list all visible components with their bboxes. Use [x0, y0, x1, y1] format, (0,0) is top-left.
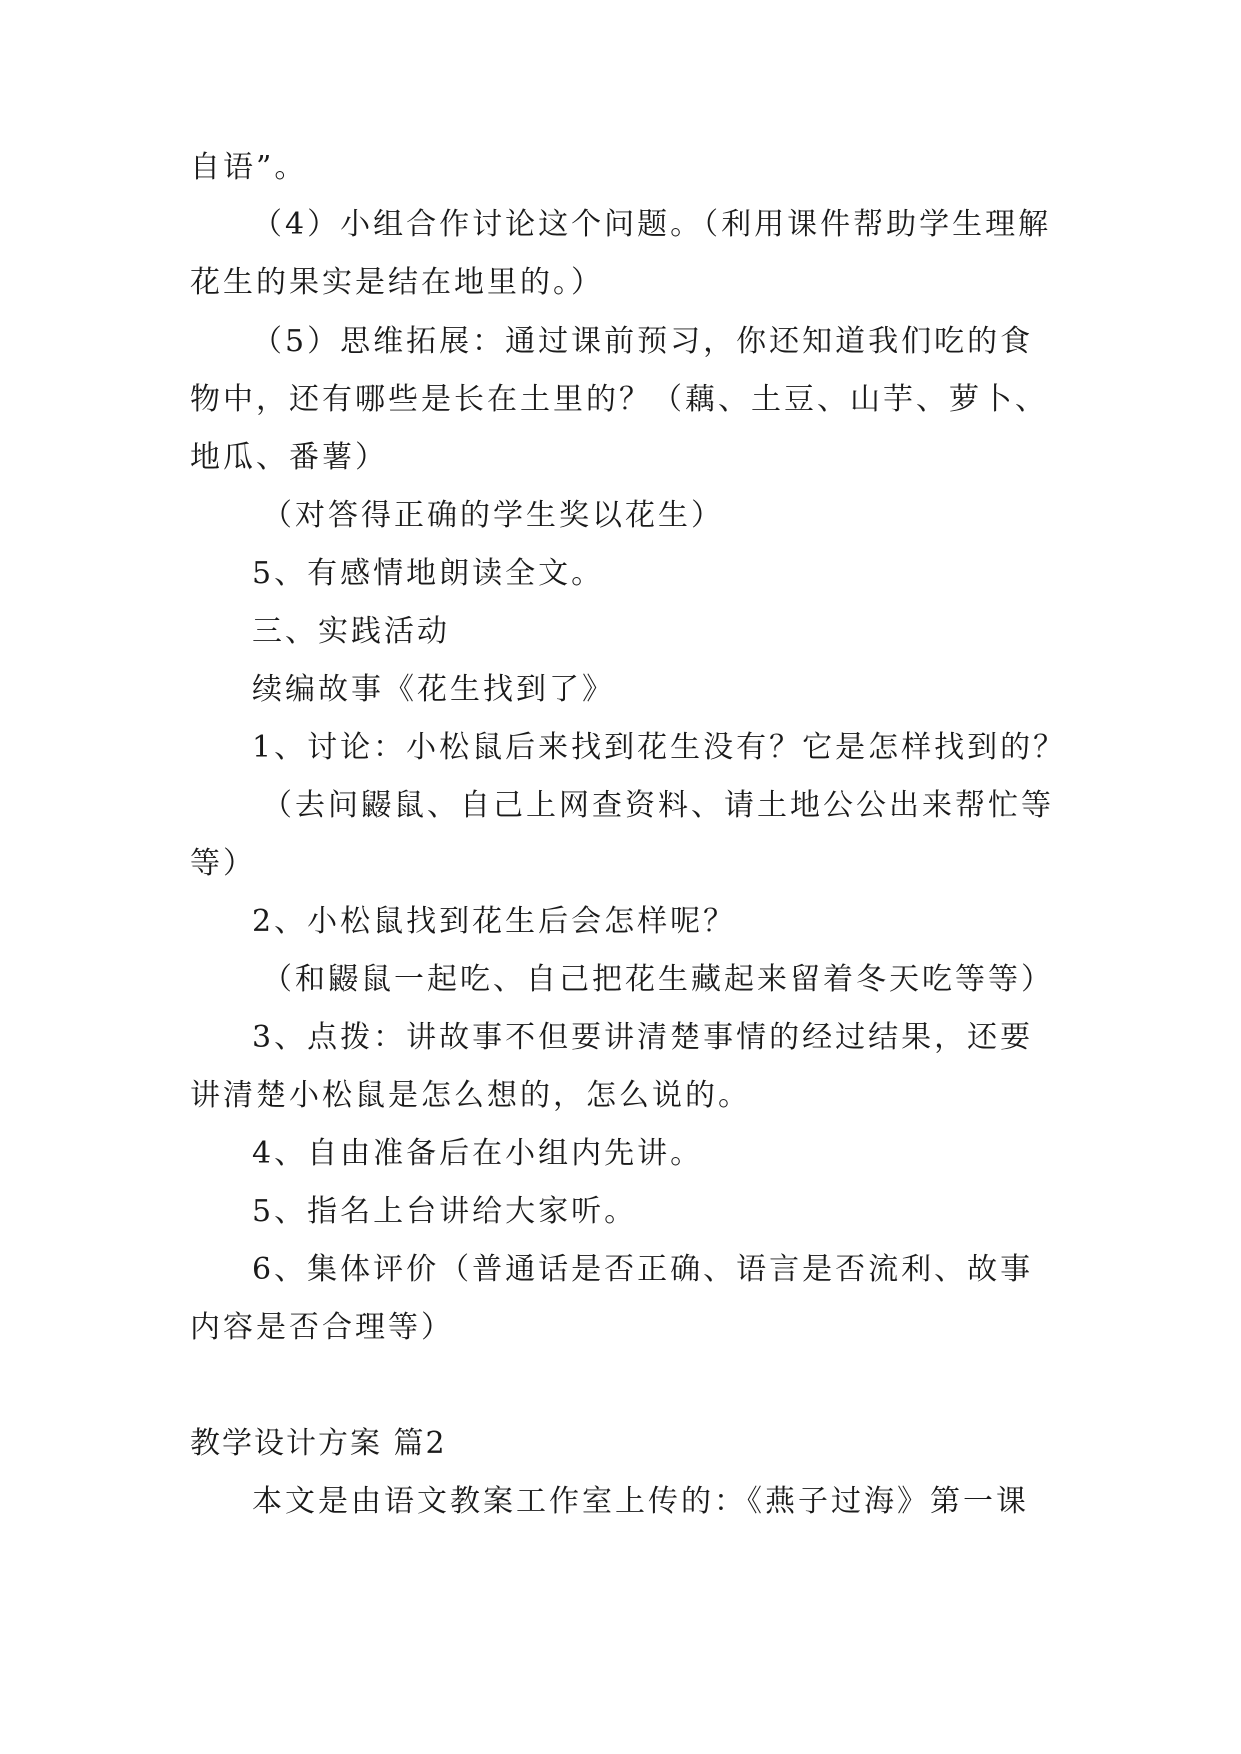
text-line: 2、小松鼠找到花生后会怎样呢？ — [252, 904, 737, 939]
text-line: （去问鼹鼠、自己上网查资料、请土地公公出来帮忙等 — [262, 788, 1054, 823]
text-line: 本文是由语文教案工作室上传的：《燕子过海》第一课 — [252, 1484, 1029, 1519]
text-line: （对答得正确的学生奖以花生） — [262, 498, 724, 533]
text-line: 讲清楚小松鼠是怎么想的，怎么说的。 — [190, 1078, 751, 1113]
text-line: 4、自由准备后在小组内先讲。 — [252, 1136, 704, 1171]
text-line: 3、点拨：讲故事不但要讲清楚事情的经过结果，还要 — [252, 1020, 1034, 1055]
section-title: 教学设计方案 篇2 — [190, 1426, 447, 1461]
text-line: （4）小组合作讨论这个问题。（利用课件帮助学生理解 — [252, 207, 1052, 242]
text-line: 地瓜、番薯） — [190, 440, 388, 475]
text-line: 自语”。 — [190, 150, 308, 185]
text-line: 续编故事《花生找到了》 — [252, 672, 615, 707]
text-line: 物中，还有哪些是长在土里的？（藕、土豆、山芋、萝卜、 — [190, 382, 1048, 417]
text-line: 5、指名上台讲给大家听。 — [252, 1194, 638, 1229]
text-line: 5、有感情地朗读全文。 — [252, 556, 605, 591]
section-heading: 三、实践活动 — [252, 614, 450, 649]
text-line: （和鼹鼠一起吃、自己把花生藏起来留着冬天吃等等） — [262, 962, 1054, 997]
text-line: 内容是否合理等） — [190, 1310, 454, 1345]
text-line: 1、讨论：小松鼠后来找到花生没有？它是怎样找到的？ — [252, 730, 1067, 765]
text-line: 6、集体评价（普通话是否正确、语言是否流利、故事 — [252, 1252, 1034, 1287]
text-line: 等） — [190, 846, 256, 881]
text-line: 花生的果实是结在地里的。） — [190, 265, 604, 300]
text-line: （5）思维拓展：通过课前预习，你还知道我们吃的食 — [252, 324, 1034, 359]
